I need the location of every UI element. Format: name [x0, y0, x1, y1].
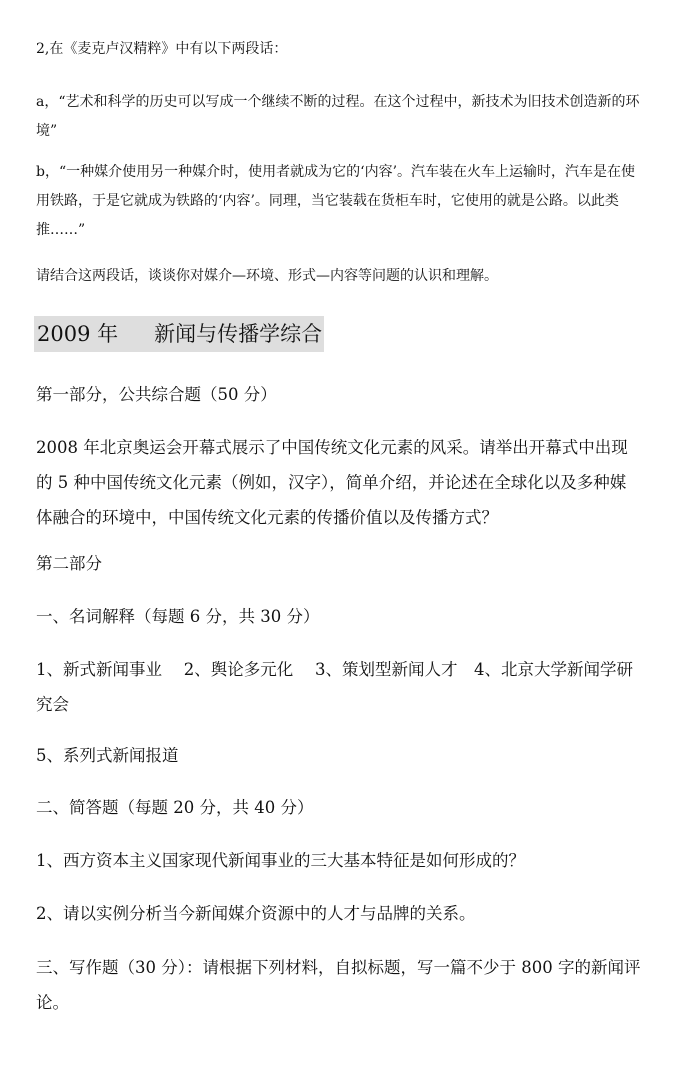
short-answer-q1: 1、西方资本主义国家现代新闻事业的三大基本特征是如何形成的？: [36, 851, 525, 870]
section-title: 新闻与传播学综合: [154, 322, 323, 346]
part1-title: 第一部分，公共综合题（50 分）: [36, 385, 277, 404]
writing-task: 三、写作题（30 分）：请根据下列材料，自拟标题，写一篇不少于 800 字的新闻评论。: [36, 958, 641, 1012]
section-heading: [34, 316, 324, 352]
part1-question: 2008 年北京奥运会开幕式展示了中国传统文化元素的风采。请举出开幕式中出现的 5 种中国传统文化元素（例如，汉字），简单介绍，并论述在全球化以及多种媒体融合的环境中，中国传统文化元素的传播价值以及传播方式？: [36, 438, 628, 527]
quote-a: a，“艺术和科学的历史可以写成一个继续不断的过程。在这个过程中，新技术为旧技术创造新的环境”: [36, 94, 640, 139]
short-answer-q2: 2、请以实例分析当今新闻媒介资源中的人才与品牌的关系。: [36, 904, 476, 923]
section-year: 2009 年: [37, 322, 119, 346]
terms-list: 1、新式新闻事业 2、舆论多元化 3、策划型新闻人才 4、北京大学新闻学研究会: [36, 660, 633, 714]
terms-list-5: 5、系列式新闻报道: [36, 746, 179, 765]
short-answer-title: 二、简答题（每题 20 分，共 40 分）: [36, 798, 314, 817]
intro-line: 2,在《麦克卢汉精粹》中有以下两段话：: [36, 41, 288, 57]
section-heading-text: [37, 316, 322, 352]
part2-title: 第二部分: [36, 554, 102, 573]
essay-prompt: 请结合这两段话，谈谈你对媒介—环境、形式—内容等问题的认识和理解。: [36, 268, 498, 284]
quote-b: b，“一种媒介使用另一种媒介时，使用者就成为它的‘内容’。汽车装在火车上运输时，汽车是在使用铁路，于是它就成为铁路的‘内容’。同理，当它装载在货柜车时，它使用的就是公路。以此类推……”: [36, 164, 636, 238]
terms-title: 一、名词解释（每题 6 分，共 30 分）: [36, 607, 320, 626]
